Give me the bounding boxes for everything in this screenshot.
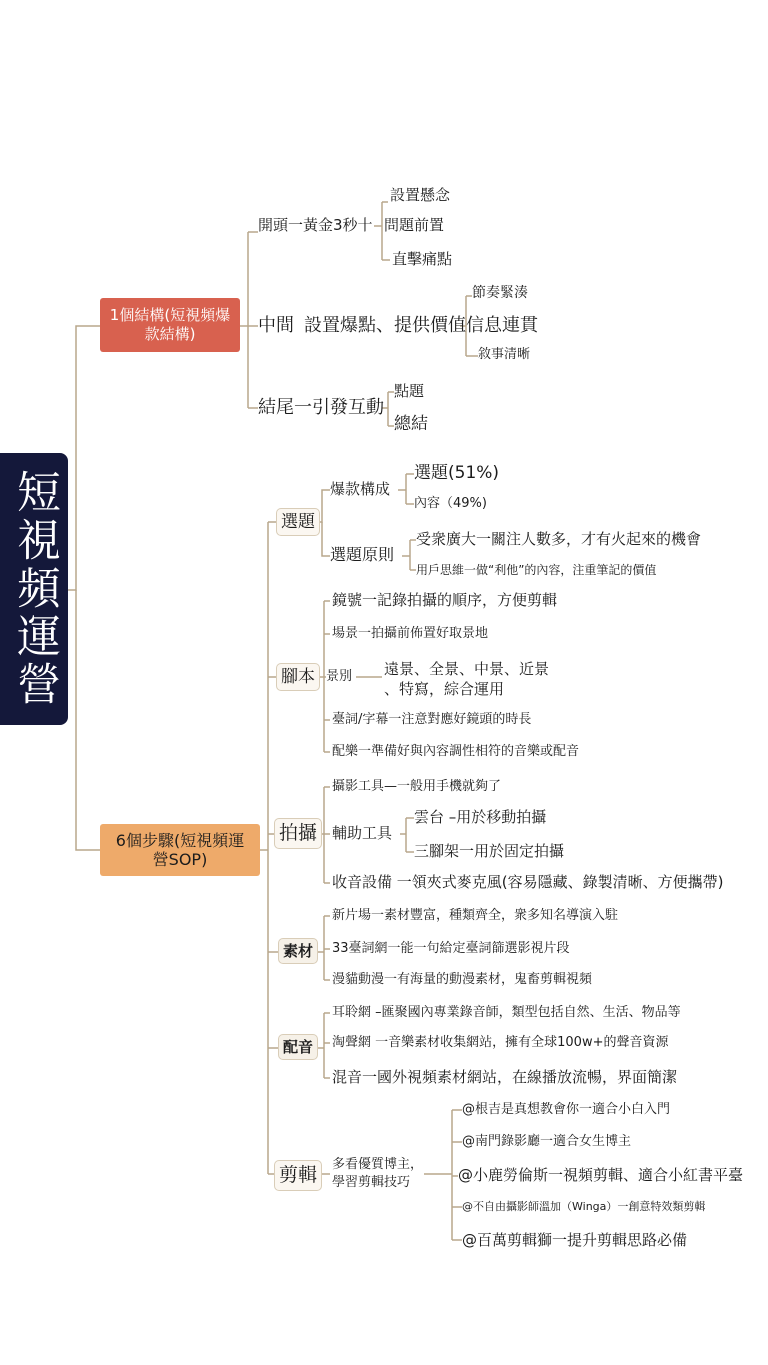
opening-question-node: 問題前置 bbox=[384, 216, 445, 234]
script-item: 鏡號一記錄拍攝的順序，方便剪輯 bbox=[332, 591, 558, 609]
middle-text: 設置爆點、提供價值信息連貫 bbox=[304, 315, 538, 336]
middle-item: 節奏緊湊 bbox=[472, 285, 528, 301]
shooting-node: 拍攝 bbox=[274, 818, 322, 849]
opening-item: 設置懸念 bbox=[390, 186, 451, 204]
steps-node: 6個步驟(短視頻運營SOP) bbox=[100, 824, 260, 876]
editing-node: 剪輯 bbox=[274, 1160, 322, 1191]
shot-scale-text: 遠景、全景、中景、近景 bbox=[384, 660, 550, 678]
blogger-item: @不自由攝影師溫加（Winga）一創意特效類剪輯 bbox=[462, 1200, 706, 1213]
dubbing-item: 混音一國外視頻素材網站，在線播放流暢，界面簡潔 bbox=[332, 1068, 678, 1086]
aux-tool-item: 三腳架一用於固定拍攝 bbox=[414, 842, 565, 860]
opening-item: 直擊痛點 bbox=[392, 250, 453, 268]
script-item: 場景一拍攝前佈置好取景地 bbox=[332, 626, 489, 641]
middle-node: 中間 bbox=[258, 315, 294, 336]
ending-node: 結尾一引發互動 bbox=[258, 397, 384, 418]
blogger-item: @根吉是真想教會你一適合小白入門 bbox=[462, 1102, 671, 1117]
material-item: 漫貓動漫一有海量的動漫素材，鬼畜剪輯視頻 bbox=[332, 972, 593, 987]
principle-node: 選題原則 bbox=[330, 545, 395, 564]
blogger-item: @南門錄影廳一適合女生博主 bbox=[462, 1134, 632, 1149]
aux-tools-node: 輔助工具 bbox=[332, 824, 393, 842]
ending-item: 點題 bbox=[394, 382, 425, 400]
composition-item: 選題(51%) bbox=[414, 463, 500, 483]
material-node: 素材 bbox=[278, 938, 318, 964]
material-item: 新片場一素材豐富，種類齊全，衆多知名導演入駐 bbox=[332, 908, 619, 923]
script-item: 臺詞/字幕一注意對應好鏡頭的時長 bbox=[332, 712, 532, 727]
root-title: 短視頻運營 bbox=[9, 469, 60, 709]
aux-tool-item: 雲台 –用於移動拍攝 bbox=[414, 808, 547, 826]
blogger-item: @小鹿勞倫斯一視頻剪輯、適合小紅書平臺 bbox=[458, 1166, 744, 1184]
shooting-item: 攝影工具—一般用手機就夠了 bbox=[332, 779, 502, 794]
blogger-item: @百萬剪輯獅一提升剪輯思路必備 bbox=[462, 1231, 688, 1249]
editing-learn-node: 多看優質博主，學習剪輯技巧 bbox=[332, 1157, 424, 1191]
principle-item: 用戶思維一做“利他”的內容，注重筆記的價值 bbox=[416, 563, 657, 577]
middle-item: 敘事清晰 bbox=[478, 347, 531, 362]
shooting-item: 收音設備 一領夾式麥克風(容易隱藏、錄製清晰、方便攜帶) bbox=[332, 873, 724, 891]
dubbing-item: 耳聆網 –匯聚國內專業錄音師，類型包括自然、生活、物品等 bbox=[332, 1005, 681, 1020]
composition-node: 爆款構成 bbox=[330, 480, 391, 498]
script-node: 腳本 bbox=[276, 663, 320, 691]
structure-node: 1個結構(短視頻爆款結構) bbox=[100, 298, 240, 352]
dubbing-item: 淘聲網 一音樂素材收集網站，擁有全球100w+的聲音資源 bbox=[332, 1035, 669, 1050]
ending-item: 總結 bbox=[394, 414, 428, 434]
script-item: 配樂一準備好與內容調性相符的音樂或配音 bbox=[332, 744, 580, 759]
root-node bbox=[0, 453, 68, 725]
topic-node: 選題 bbox=[276, 508, 320, 536]
material-item: 33臺詞網一能一句給定臺詞篩選影視片段 bbox=[332, 941, 570, 956]
shot-scale-node: 景別 bbox=[326, 669, 353, 684]
shot-scale-text: 、特寫，綜合運用 bbox=[384, 680, 505, 698]
composition-item: 內容（49%) bbox=[414, 496, 487, 511]
opening-node: 開頭一黃金3秒十 bbox=[258, 216, 373, 234]
principle-item: 受衆廣大一關注人數多，才有火起來的機會 bbox=[416, 530, 702, 548]
dubbing-node: 配音 bbox=[278, 1034, 318, 1060]
